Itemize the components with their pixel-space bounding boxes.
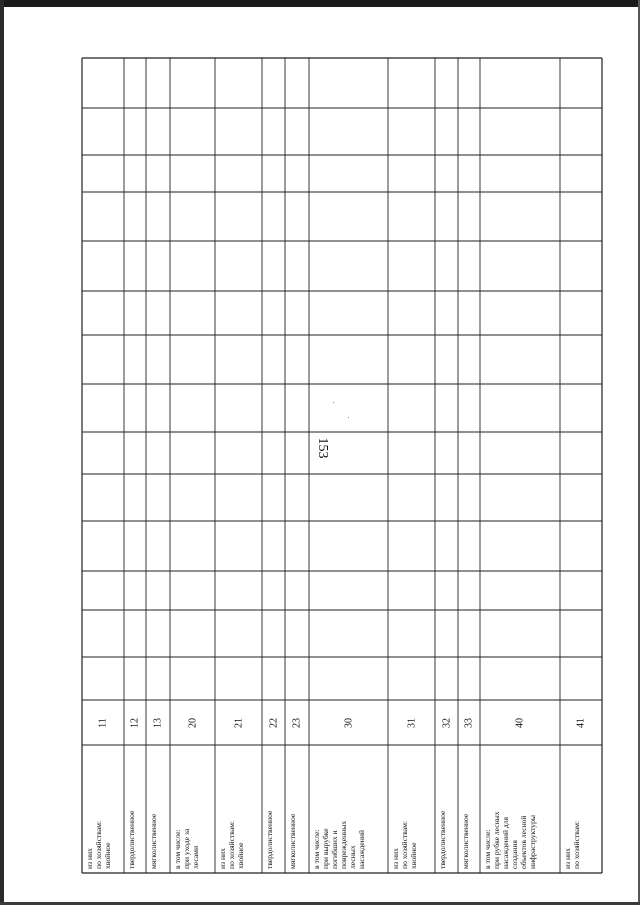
row-code: 22 [268,717,279,728]
row-label-line: твердолиственное [438,810,447,869]
row-label [438,811,447,869]
row-label-line: мягколиственное [461,813,470,869]
row-code: 23 [291,717,303,728]
row-label [265,811,274,869]
row-label-line: в том числе: [312,829,321,869]
row-label [563,821,581,869]
row-label-line: по хозяйствам: [400,820,409,869]
row-label-line: насаждений для [501,817,510,869]
scan-speck [348,417,349,418]
row-label [149,814,158,869]
row-code: 21 [233,717,244,728]
row-code: 41 [575,717,587,728]
row-label-line: при рубке лесных [492,811,501,869]
row-label [288,814,297,869]
row-code: 33 [463,717,475,728]
scan-speck [333,402,334,403]
row-label-line: поврежденных [339,820,348,869]
row-label-line: твердолиственное [127,810,136,869]
row-label-line: погибших и [330,830,339,869]
row-label-line: из них [391,848,400,869]
row-label-line: твердолиственное [265,810,274,869]
row-label-line: объектов лесной [519,815,528,869]
row-label-line: по хозяйствам: [227,820,236,869]
row-label-line: в том числе: [483,829,492,869]
row-code: 31 [406,717,417,728]
row-label-line: в том числе: [173,829,182,869]
row-code: 11 [97,717,109,728]
row-label-line: лесных [348,845,357,869]
row-label-line: лесами [191,845,200,869]
row-label-line: мягколиственное [149,813,158,869]
row-label [461,814,470,869]
row-label-line: по хозяйствам: [94,820,103,869]
row-label-line: хвойное [409,842,418,869]
row-label-line: хвойное [236,842,245,869]
row-label-line: из них [563,848,572,869]
row-label [173,829,200,869]
row-label [391,821,418,869]
row-label-line: создания [510,840,519,869]
row-label [85,821,112,869]
row-code: 20 [187,717,198,728]
row-label [483,811,537,869]
row-label-line: хвойное [103,842,112,869]
row-label-line: инфраструктуры [528,815,537,869]
row-label-line: из них [218,848,227,869]
row-code: 32 [441,717,452,728]
row-label [312,821,366,869]
row-label-line: при уходе за [182,828,191,869]
row-code: 12 [129,717,141,728]
row-label [218,821,245,869]
row-code: 30 [343,717,354,728]
row-label-line: мягколиственное [288,813,297,869]
row-code: 13 [152,717,164,728]
page-number: 153 [315,437,330,459]
row-label-line: по хозяйствам: [572,820,581,869]
row-label-line: насаждений [357,830,366,869]
row-label-line: при вырубке [321,828,330,869]
row-code: 40 [514,717,526,728]
row-label [127,811,136,869]
row-label-line: из них [85,848,94,869]
